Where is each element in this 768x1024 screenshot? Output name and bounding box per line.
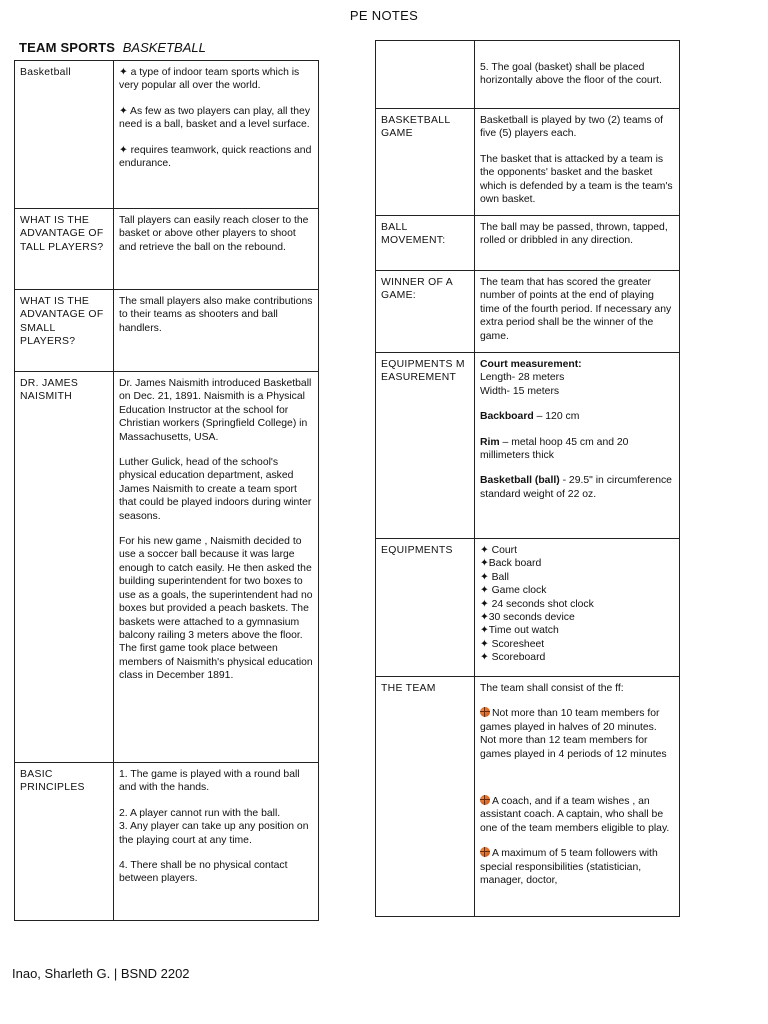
equipment-item: ✦Back board — [480, 558, 542, 570]
table-row — [376, 41, 680, 109]
term-cell: WHAT IS THE ADVANTAGE OF SMALL PLAYERS? — [15, 290, 114, 372]
equipment-item: ✦Time out watch — [480, 625, 559, 637]
definition-cell — [114, 372, 319, 763]
definition-cell — [475, 353, 680, 539]
term-cell: Basketball — [15, 61, 114, 209]
definition-text: Width- 15 meters — [480, 385, 560, 397]
section-title: TEAM SPORTS — [19, 40, 116, 55]
definition-text: Length- 28 meters — [480, 372, 565, 384]
table-row — [376, 353, 680, 539]
definition-text: The basket that is attacked by a team is the opponents' basket and the basket which is defended by a team is the team's own basket. — [480, 153, 673, 206]
definition-text: 3. Any player can take up any position on the playing court at any time. — [119, 821, 309, 846]
court-measurement-title: Court measurement: — [480, 359, 582, 370]
section-subtitle: BASKETBALL — [122, 40, 206, 55]
definition-text: Basketball is played by two (2) teams of five (5) players each. — [480, 115, 664, 140]
definition-text: – 120 cm — [533, 411, 580, 423]
basketball-icon — [480, 707, 490, 717]
table-row — [376, 271, 680, 353]
definition-text: 2. A player cannot run with the ball. — [119, 807, 281, 819]
definition-text: 4. There shall be no physical contact between players. — [119, 860, 288, 885]
definition-cell: The ball may be passed, thrown, tapped, rolled or dribbled in any direction. — [475, 216, 680, 271]
definition-text: 5. The goal (basket) shall be placed horizontally above the floor of the court. — [480, 62, 662, 87]
definition-cell: Tall players can easily reach closer to the basket or above other players to shoot and retrieve the ball on the rebound. — [114, 209, 319, 290]
definition-text: Luther Gulick, head of the school's physical education department, asked James Naismith to create a team sport that could be played indoors during winter seasons. — [119, 457, 312, 522]
equipment-item: ✦ Scoreboard — [480, 652, 546, 664]
backboard-title: Backboard — [480, 411, 534, 423]
definition-cell — [475, 109, 680, 216]
table-row — [15, 763, 319, 921]
definition-cell — [475, 677, 680, 917]
page-title: PE NOTES — [349, 8, 419, 23]
table-row — [15, 290, 319, 372]
equipment-item: ✦ Scoresheet — [480, 638, 545, 650]
equipment-item: ✦30 seconds device — [480, 612, 575, 624]
author-footer: Inao, Sharleth G. | BSND 2202 — [12, 966, 190, 981]
table-row — [15, 61, 319, 209]
equipment-item: ✦ Game clock — [480, 585, 547, 597]
definition-cell — [114, 61, 319, 209]
table-row — [376, 539, 680, 677]
definition-cell — [475, 539, 680, 677]
definition-text: - 29.5" in circumference standard weight of 22 oz. — [480, 475, 672, 500]
right-notes-table — [375, 40, 680, 917]
term-cell: THE TEAM — [376, 677, 475, 917]
definition-text: Dr. James Naismith introduced Basketball on Dec. 21, 1891. Naismith is a Physical Education Instructor at the school for Christian workers (Springfield College) in Massachusetts, USA. — [119, 378, 312, 443]
term-cell: WHAT IS THE ADVANTAGE OF TALL PLAYERS? — [15, 209, 114, 290]
section-heading — [19, 41, 206, 54]
definition-cell — [114, 763, 319, 921]
left-notes-table — [14, 60, 319, 921]
definition-text: ✦ requires teamwork, quick reactions and endurance. — [119, 144, 312, 170]
equipment-item: ✦ Court — [480, 545, 518, 556]
definition-cell: The team that has scored the greater number of points at the end of playing time of the fourth period. If necessary any extra period shall be the winner of the game. — [475, 271, 680, 353]
rim-title: Rim — [480, 436, 500, 448]
definition-text: – metal hoop 45 cm and 20 millimeters thick — [480, 436, 629, 462]
term-cell: BASIC PRINCIPLES — [15, 763, 114, 921]
definition-text: 1. The game is played with a round ball and with the hands. — [119, 769, 300, 794]
equipment-item: ✦ Ball — [480, 571, 509, 583]
definition-text: A maximum of 5 team followers with special responsibilities (statistician, manager, doctor, — [480, 848, 658, 887]
term-cell: EQUIPMENTS — [376, 539, 475, 677]
term-cell: BALL MOVEMENT: — [376, 216, 475, 271]
table-row — [15, 372, 319, 763]
definition-text: For his new game , Naismith decided to use a soccer ball because it was large enough to catch easily. He then asked the building superintendent for two boxes to use as a goals, the superintendent had no boxes but provided a peach baskets. The baskets were attached to a gymnasium balcony railing 3 meters above the floor. The first game took place between members of Naismith's physical education class in December 1891. — [119, 536, 313, 682]
table-row — [376, 677, 680, 917]
basketball-icon — [480, 795, 490, 805]
definition-text: A coach, and if a team wishes , an assistant coach. A captain, who shall be one of the team members eligible to play. — [480, 796, 670, 834]
term-cell: DR. JAMES NAISMITH — [15, 372, 114, 763]
definition-text: ✦ a type of indoor team sports which is very popular all over the world. — [119, 67, 300, 92]
table-row — [376, 109, 680, 216]
term-cell: EQUIPMENTS MEASUREMENT — [376, 353, 475, 539]
definition-cell: The small players also make contributions to their teams as shooters and ball handlers. — [114, 290, 319, 372]
term-cell — [376, 41, 475, 109]
table-row — [15, 209, 319, 290]
definition-text: Not more than 10 team members for games played in halves of 20 minutes. Not more than 12 team members for games played in 4 periods of 12 minutes — [480, 708, 667, 760]
term-cell: BASKETBALL GAME — [376, 109, 475, 216]
ball-title: Basketball (ball) — [480, 475, 560, 487]
table-row — [376, 216, 680, 271]
basketball-icon — [480, 847, 490, 857]
definition-text: ✦ As few as two players can play, all they need is a ball, basket and a level surface. — [119, 105, 311, 131]
definition-cell — [475, 41, 680, 109]
term-cell: WINNER OF A GAME: — [376, 271, 475, 353]
definition-text: The team shall consist of the ff: — [480, 683, 624, 694]
equipment-item: ✦ 24 seconds shot clock — [480, 598, 594, 610]
